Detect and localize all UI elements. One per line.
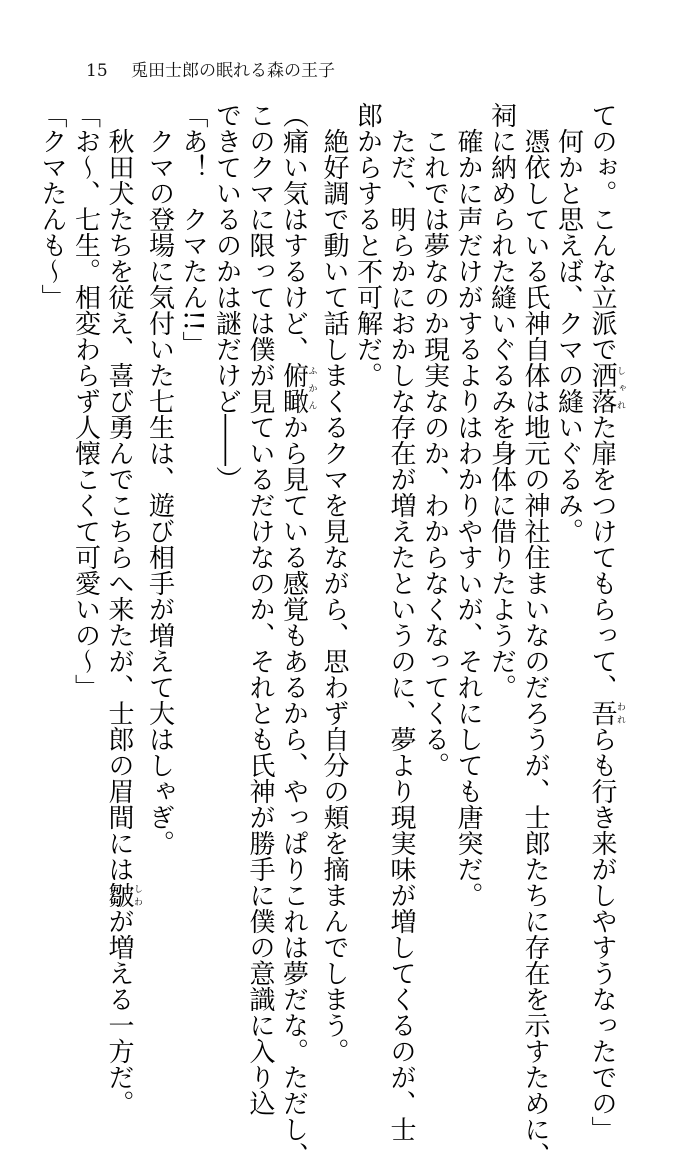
ruby-annotation: 洒落しゃれ bbox=[587, 362, 625, 414]
text-line: このクマに限っては僕が見ているだけなのか、それとも氏神が勝手に僕の意識に入り込 bbox=[245, 102, 275, 1116]
text-line: クマの登場に気付いた七生は、遊び相手が増えて大はしゃぎ。 bbox=[144, 102, 175, 856]
text-line: 確かに声だけがするよりはわかりやすいが、それにしても唐突だ。 bbox=[453, 102, 483, 908]
ruby-annotation: 吾われ bbox=[587, 700, 625, 726]
text-line: 「あ！ クマたん!!」 bbox=[178, 102, 208, 357]
text-line: （痛い気はするけど、俯瞰ふかんから見ている感覚もあるから、やっぱりこれは夢だな。ただし、 bbox=[278, 102, 317, 1168]
text-line: ただ、明らかにおかしな存在が増えたというのに、夢より現実味が増してくるのが、士 bbox=[386, 102, 416, 1142]
ruby-annotation: 俯瞰ふかん bbox=[278, 362, 317, 414]
vertical-body-text bbox=[37, 102, 625, 1168]
text-line: 祠に納められた縫いぐるみを身体に借りたようだ。 bbox=[486, 102, 517, 700]
text-line: 「お～、七生。相変わらず人懐こくて可愛いの～」 bbox=[70, 102, 101, 700]
book-title: 兎田士郎の眠れる森の王子 bbox=[131, 61, 336, 81]
page-number: 15 bbox=[86, 61, 108, 81]
text-line: 「クマたんも～」 bbox=[37, 102, 67, 310]
ruby-annotation: 皺しわ bbox=[104, 882, 142, 908]
text-line: できているのかは謎だけど――） bbox=[211, 102, 242, 492]
text-line: 憑依している氏神自体は地元の神社住まいなのだろうが、士郎たちに存在を示すために、 bbox=[520, 102, 550, 1168]
text-line: てのぉ。こんな立派で洒落しゃれた扉をつけてもらって、吾われらも行き来がしやすうなったでの」 bbox=[587, 102, 625, 1142]
text-line: 何かと思えば、クマの縫いぐるみ。 bbox=[553, 102, 584, 544]
text-line: 秋田犬たちを従え、喜び勇んでこちらへ来たが、士郎の眉間には皺しわが増える一方だ。 bbox=[104, 102, 142, 1116]
text-line: 絶好調で動いて話しまくるクマを見ながら、思わず自分の頬を摘まんでしまう。 bbox=[319, 102, 349, 1064]
running-header bbox=[86, 56, 335, 81]
text-line: これでは夢なのか現実なのか、わからなくなってくる。 bbox=[419, 102, 450, 778]
text-line: 郎からすると不可解だ。 bbox=[352, 102, 383, 388]
